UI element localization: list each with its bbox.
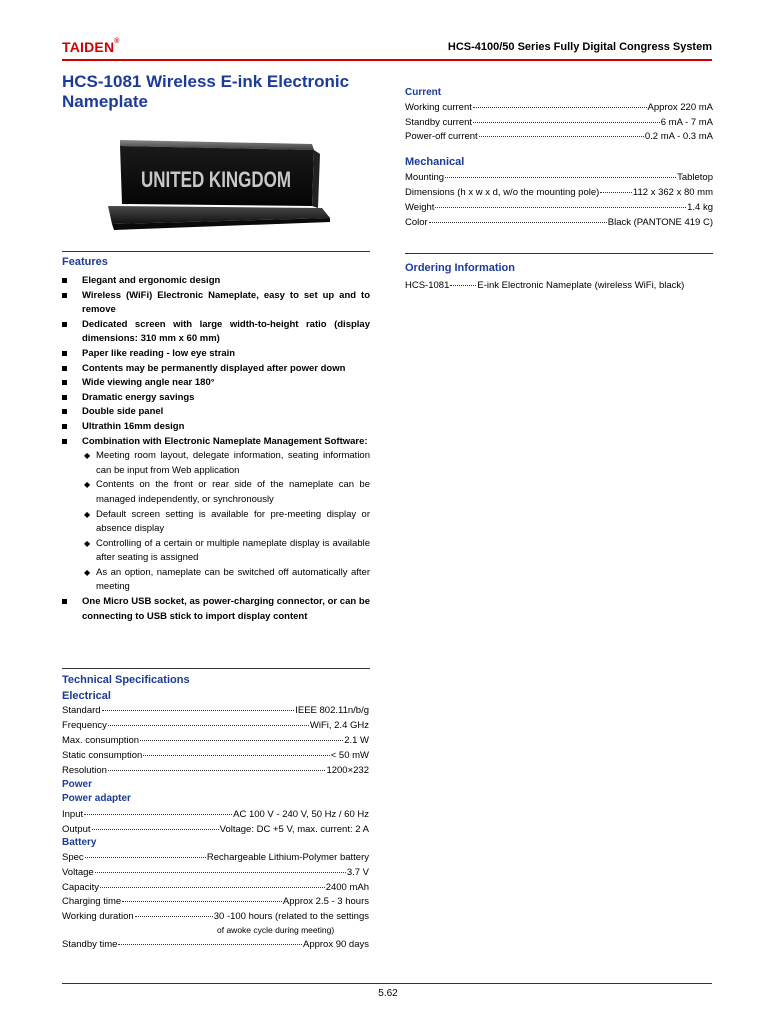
spec-row: Charging time Approx 2.5 - 3 hours [62, 896, 369, 907]
working-duration-note: of awoke cycle during meeting) [217, 925, 335, 935]
feature-item: Dedicated screen with large width-to-height ratio (display dimensions: 310 mm x 60 mm) [62, 318, 370, 347]
tech-divider [62, 668, 370, 669]
series-title: HCS-4100/50 Series Fully Digital Congress System [447, 41, 712, 53]
bullet-square-icon [62, 409, 67, 414]
bullet-square-icon [62, 366, 67, 371]
spec-row: Standard IEEE 802.11n/b/g [62, 705, 369, 716]
tech-heading: Technical Specifications [62, 674, 190, 686]
feature-item: Dramatic energy savings [62, 391, 370, 406]
bullet-square-icon [62, 278, 67, 283]
bullet-square-icon [62, 439, 67, 444]
spec-row: Working duration 30 -100 hours (related to the settings [62, 911, 369, 922]
feature-item: Elegant and ergonomic design [62, 274, 370, 289]
page-header [62, 38, 712, 58]
battery-heading: Battery [62, 837, 97, 848]
sub-feature-item: ◆ Default screen setting is available for pre-meeting display or absence display [84, 508, 370, 535]
power-adapter-heading: Power adapter [62, 793, 131, 804]
spec-row: Static consumption < 50 mW [62, 750, 369, 761]
bullet-square-icon [62, 322, 67, 327]
spec-row: Color Black (PANTONE 419 C) [405, 217, 713, 228]
electrical-heading: Electrical [62, 690, 111, 702]
spec-row: Frequency WiFi, 2.4 GHz [62, 720, 369, 731]
bullet-square-icon [62, 293, 67, 298]
header-divider [62, 59, 712, 61]
current-heading: Current [405, 87, 442, 98]
bullet-square-icon [62, 424, 67, 429]
features-divider [62, 251, 370, 252]
bullet-square-icon [62, 395, 67, 400]
bullet-square-icon [62, 380, 67, 385]
sub-feature-item: ◆ As an option, nameplate can be switched off automatically after meeting [84, 566, 370, 593]
spec-row: Max. consumption 2.1 W [62, 735, 369, 746]
bullet-square-icon [62, 351, 67, 356]
spec-row: Capacity 2400 mAh [62, 882, 369, 893]
feature-item: Ultrathin 16mm design [62, 420, 370, 435]
ordering-row: HCS-1081 E-ink Electronic Nameplate (wireless WiFi, black) [405, 280, 685, 291]
spec-row: Mounting Tabletop [405, 172, 713, 183]
software-feature-list [82, 449, 370, 595]
bullet-diamond-icon: ◆ [84, 451, 91, 461]
spec-row: Spec Rechargeable Lithium-Polymer battery [62, 852, 369, 863]
bullet-diamond-icon: ◆ [84, 509, 91, 519]
spec-row: Working current Approx 220 mA [405, 102, 713, 113]
spec-row: Resolution 1200×232 [62, 765, 369, 776]
sub-feature-item: ◆ Contents on the front or rear side of the nameplate can be managed independently, or synchronously [84, 479, 370, 505]
feature-item: One Micro USB socket, as power-charging connector, or can be connecting to USB stick to import display content [62, 595, 370, 624]
page-number: 5.62 [378, 988, 398, 999]
spec-row: Weight 1.4 kg [405, 202, 713, 213]
bullet-diamond-icon: ◆ [84, 480, 91, 490]
ordering-divider [405, 253, 713, 254]
features-heading: Features [62, 256, 108, 268]
bullet-diamond-icon: ◆ [84, 538, 91, 548]
spec-row: Power-off current 0.2 mA - 0.3 mA [405, 131, 713, 142]
footer-divider [62, 983, 712, 984]
feature-item: Wireless (WiFi) Electronic Nameplate, easy to set up and to remove [62, 289, 370, 318]
power-heading: Power [62, 779, 93, 790]
feature-item: Wide viewing angle near 180° [62, 376, 370, 391]
feature-item: Contents may be permanently displayed after power down [62, 362, 370, 377]
feature-item: Paper like reading - low eye strain [62, 347, 370, 362]
feature-item: Double side panel [62, 405, 370, 420]
spec-row: Voltage 3.7 V [62, 867, 369, 878]
sub-feature-item: ◆ Meeting room layout, delegate information, seating information can be input from Web application [84, 450, 370, 476]
bullet-diamond-icon: ◆ [84, 567, 91, 577]
features-list [62, 274, 370, 624]
feature-item: Combination with Electronic Nameplate Management Software: ◆ Meeting room layout, delegate information, seating information can be input from Web application ◆ Contents on the front or rear side of the nameplate can be managed independently, or synchronously ◆ Default screen setting is available for pre-meeting display or absence display ◆ Controlling of a certain or multiple nameplate display is available after seating is assigned ◆ As an option, nameplate can be switched off automatically after meeting [62, 435, 370, 596]
spec-row: Dimensions (h x w x d, w/o the mounting pole) 112 x 362 x 80 mm [405, 187, 713, 198]
product-title: HCS-1081 Wireless E-ink Electronic Nameplate [62, 72, 350, 111]
brand-logo: TAIDEN® [62, 38, 120, 55]
nameplate-image [108, 134, 330, 230]
sub-feature-item: ◆ Controlling of a certain or multiple nameplate display is available after seating is assigned [84, 537, 370, 564]
spec-row: Standby current 6 mA - 7 mA [405, 117, 713, 128]
nameplate-display-text: UNITED KINGDOM [141, 167, 291, 192]
spec-row: Input AC 100 V - 240 V, 50 Hz / 60 Hz [62, 809, 369, 820]
ordering-heading: Ordering Information [405, 262, 515, 274]
spec-row: Standby time Approx 90 days [62, 939, 369, 950]
spec-row: Output Voltage: DC +5 V, max. current: 2 A [62, 824, 369, 835]
mechanical-heading: Mechanical [405, 156, 465, 168]
bullet-square-icon [62, 599, 67, 604]
